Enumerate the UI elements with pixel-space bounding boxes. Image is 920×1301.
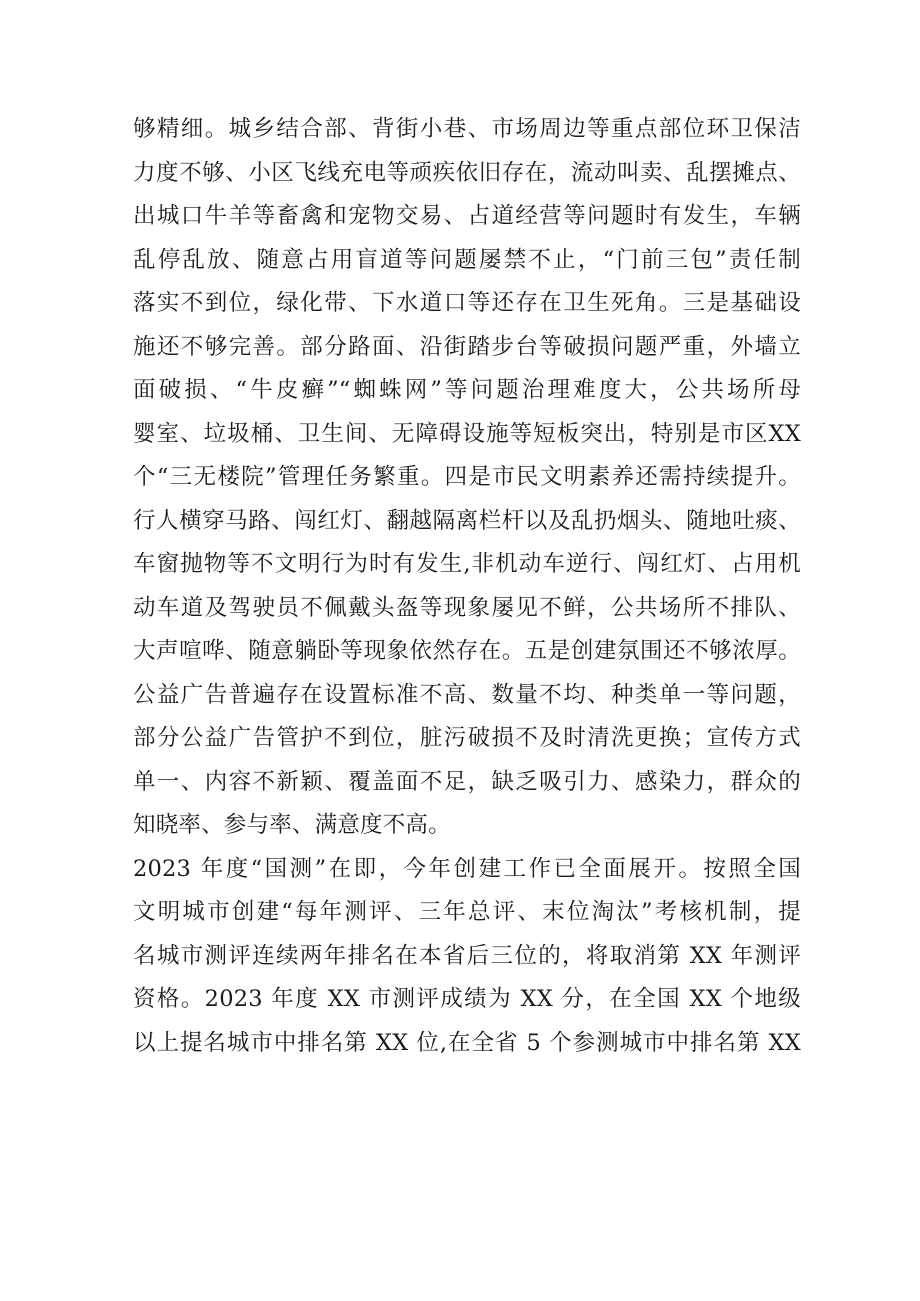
text-line: 施还不够完善。部分路面、沿街踏步台等破损问题严重，外墙立 [133, 333, 801, 360]
text-line: 单一、内容不新颖、覆盖面不足，缺乏吸引力、感染力，群众的 [133, 768, 801, 795]
text-line: 资格。2023 年度 XX 市测评成绩为 XX 分，在全国 XX 个地级 [133, 986, 801, 1012]
text-line: 够精细。城乡结合部、背街小巷、市场周边等重点部位环卫保洁 [133, 116, 801, 142]
body-text [133, 108, 801, 1065]
text-line: 车窗抛物等不文明行为时有发生,非机动车逆行、闯红灯、占用机 [133, 551, 801, 577]
text-line: 部分公益广告管护不到位，脏污破损不及时清洗更换；宣传方式 [133, 725, 801, 751]
text-line: 落实不到位，绿化带、下水道口等还存在卫生死角。三是基础设 [133, 290, 801, 316]
text-line: 出城口牛羊等畜禽和宠物交易、占道经营等问题时有发生，车辆 [133, 203, 801, 229]
text-line: 2023 年度“国测”在即，今年创建工作已全面展开。按照全国 [133, 855, 801, 882]
text-line: 行人横穿马路、闯红灯、翻越隔离栏杆以及乱扔烟头、随地吐痰、 [133, 507, 801, 534]
text-line: 文明城市创建“每年测评、三年总评、末位淘汰”考核机制，提 [133, 899, 801, 925]
text-line: 公益广告普遍存在设置标准不高、数量不均、种类单一等问题， [133, 681, 801, 708]
text-line: 动车道及驾驶员不佩戴头盔等现象屡见不鲜，公共场所不排队、 [133, 594, 801, 621]
paragraph-1 [133, 108, 801, 848]
text-line: 以上提名城市中排名第 XX 位,在全省 5 个参测城市中排名第 XX [133, 1029, 801, 1056]
text-line: 力度不够、小区飞线充电等顽疾依旧存在，流动叫卖、乱摆摊点、 [133, 159, 801, 186]
text-line: 面破损、“牛皮癣”“蜘蛛网”等问题治理难度大，公共场所母 [133, 377, 801, 403]
text-line: 婴室、垃圾桶、卫生间、无障碍设施等短板突出，特别是市区XX [133, 420, 801, 447]
text-line: 乱停乱放、随意占用盲道等问题屡禁不止，“门前三包”责任制 [133, 246, 801, 273]
text-line: 名城市测评连续两年排名在本省后三位的，将取消第 XX 年测评 [133, 942, 801, 969]
text-line: 个“三无楼院”管理任务繁重。四是市民文明素养还需持续提升。 [133, 464, 801, 490]
paragraph-2 [133, 848, 801, 1066]
text-line: 大声喧哗、随意躺卧等现象依然存在。五是创建氛围还不够浓厚。 [133, 638, 801, 664]
text-line: 知晓率、参与率、满意度不高。 [133, 812, 451, 838]
